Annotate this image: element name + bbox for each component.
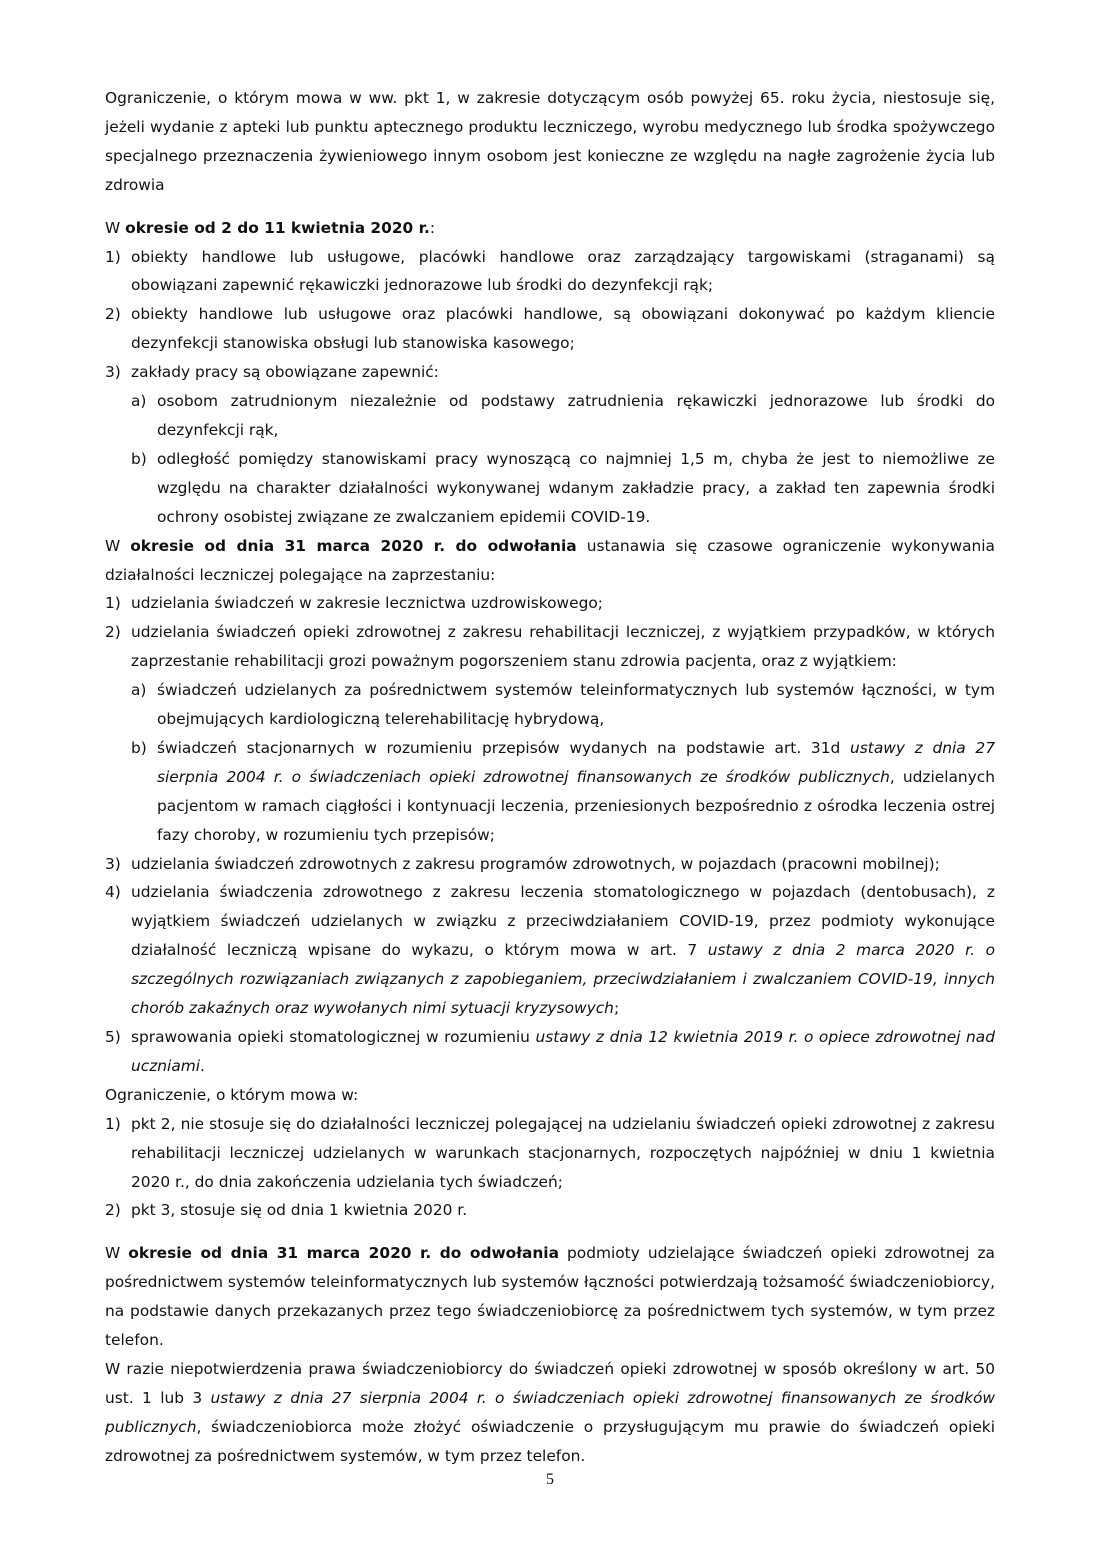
act-title-italic: ustawy z dnia 27 sierpnia 2004 r. o świadczeniach opieki zdrowotnej finansowanych ze środków publicznych bbox=[157, 738, 995, 786]
page-number: 5 bbox=[546, 1471, 554, 1488]
lead-prefix: W bbox=[105, 536, 131, 555]
act-title-italic: ustawy z dnia 12 kwietnia 2019 r. o opiece zdrowotnej nad uczniami bbox=[131, 1028, 995, 1075]
period-bold: okresie od dnia 31 marca 2020 r. do odwołania bbox=[130, 536, 577, 555]
list-text: osobom zatrudnionym niezależnie od podstawy zatrudnienia rękawiczki jednorazowe lub środki do dezynfekcji rąk, bbox=[157, 392, 995, 439]
list-item bbox=[105, 243, 995, 301]
list-text bbox=[157, 734, 995, 850]
paragraph-age-restriction: Ograniczenie, o którym mowa w ww. pkt 1, w zakresie dotyczącym osób powyżej 65. roku życia, niestosuje się, jeżeli wydanie z apteki lub punktu aptecznego produktu leczniczego, wyrobu medycznego lub środka spożywczego specjalnego przeznaczenia żywieniowego innym osobom jest konieczne ze względu na nagłe zagrożenie życia lub zdrowia bbox=[105, 89, 995, 194]
list-letter: a) bbox=[131, 392, 147, 411]
list-text: udzielania świadczeń w zakresie lecznictwa uzdrowiskowego; bbox=[131, 594, 603, 613]
list-number: 2) bbox=[105, 1201, 121, 1220]
list-item bbox=[105, 300, 995, 358]
list-item bbox=[105, 618, 995, 676]
lead-prefix: W bbox=[105, 1244, 129, 1263]
list-text: obiekty handlowe lub usługowe oraz placówki handlowe, są obowiązani dokonywać po każdym kliencie dezynfekcji stanowiska obsługi lub stanowiska kasowego; bbox=[131, 305, 995, 353]
text-run: , świadczeniobiorca może złożyć oświadczenie o przysługującym mu prawie do świadczeń opieki zdrowotnej za pośrednictwem systemów, w tym przez telefon. bbox=[105, 1417, 995, 1465]
lead-suffix: : bbox=[429, 218, 436, 237]
list-number: 3) bbox=[105, 854, 121, 873]
period-bold: okresie od dnia 31 marca 2020 r. do odwołania bbox=[128, 1244, 559, 1263]
list-text: pkt 2, nie stosuje się do działalności leczniczej polegającej na udzielaniu świadczeń opieki zdrowotnej z zakresu rehabilitacji leczniczej udzielanych w warunkach stacjonarnych, rozpoczętych najpóźniej w dniu 1 kwietnia 2020 r., do dnia zakończenia udzielania tych świadczeń; bbox=[131, 1114, 995, 1191]
section-lead bbox=[105, 532, 995, 590]
sub-list-item bbox=[105, 734, 995, 850]
limitation-lead: Ograniczenie, o którym mowa w: bbox=[105, 1085, 359, 1104]
list-letter: b) bbox=[131, 449, 147, 468]
list-number: 2) bbox=[105, 623, 121, 642]
text-run: ; bbox=[613, 999, 620, 1018]
list-number: 1) bbox=[105, 1114, 121, 1133]
list-text: zakłady pracy są obowiązane zapewnić: bbox=[131, 363, 439, 382]
text-run: sprawowania opieki stomatologicznej w rozumieniu bbox=[131, 1028, 536, 1046]
list-item bbox=[105, 589, 995, 618]
list-number: 4) bbox=[105, 883, 121, 902]
list-number: 5) bbox=[105, 1028, 121, 1046]
lead-prefix: W bbox=[105, 218, 126, 237]
list-letter: a) bbox=[131, 681, 147, 700]
list-item bbox=[105, 850, 995, 879]
document-page bbox=[105, 84, 995, 1471]
sub-list-item bbox=[105, 676, 995, 734]
list-item bbox=[105, 1023, 995, 1081]
list-text bbox=[131, 1023, 995, 1081]
list-number: 1) bbox=[105, 247, 121, 266]
list-text: udzielania świadczeń zdrowotnych z zakresu programów zdrowotnych, w pojazdach (pracowni mobilnej); bbox=[131, 854, 940, 873]
list-number: 3) bbox=[105, 363, 121, 382]
list-item bbox=[105, 358, 995, 387]
text-run: udzielania świadczenia zdrowotnego z zakresu leczenia stomatologicznego w pojazdach (dentobusach), z wyjątkiem świadczeń udzielanych w związku z przeciwdziałaniem COVID-19, przez podmioty wykonujące działalność leczniczą wpisane do wykazu, o którym mowa w art. 7 bbox=[131, 883, 995, 960]
section-medical-activity-restriction bbox=[105, 532, 995, 1226]
lead-suffix: ustanawia się czasowe ograniczenie wykonywania działalności leczniczej polegające na zaprzestaniu: bbox=[105, 536, 995, 584]
section-identity-confirmation bbox=[105, 1239, 995, 1470]
list-text: udzielania świadczeń opieki zdrowotnej z zakresu rehabilitacji leczniczej, z wyjątkiem przypadków, w których zaprzestanie rehabilitacji grozi poważnym pogorszeniem stanu zdrowia pacjenta, oraz z wyjątkiem: bbox=[131, 623, 995, 671]
list-item bbox=[105, 1110, 995, 1197]
list-number: 2) bbox=[105, 305, 121, 324]
lead-suffix: podmioty udzielające świadczeń opieki zdrowotnej za pośrednictwem systemów teleinformatycznych lub systemów łączności potwierdzają tożsamość świadczeniobiorcy, na podstawie danych przekazanych przez tego świadczeniobiorcę za pośrednictwem tych systemów, w tym przez telefon. bbox=[105, 1244, 995, 1350]
act-title-italic: ustawy z dnia 27 sierpnia 2004 r. o świadczeniach opieki zdrowotnej finansowanych ze środków publicznych bbox=[105, 1388, 995, 1436]
text-run: świadczeń stacjonarnych w rozumieniu przepisów wydanych na podstawie art. 31d bbox=[157, 738, 851, 757]
text-run: . bbox=[200, 1056, 205, 1075]
list-text: obiekty handlowe lub usługowe, placówki handlowe oraz zarządzający targowiskami (straganami) są obowiązani zapewnić rękawiczki jednorazowe lub środki do dezynfekcji rąk; bbox=[131, 247, 995, 295]
section-april-obligations bbox=[105, 214, 995, 532]
act-title-italic: ustawy z dnia 2 marca 2020 r. o szczególnych rozwiązaniach związanych z zapobieganiem, przeciwdziałaniem i zwalczaniem COVID-19, innych chorób zakaźnych oraz wywołanych nimi sytuacji kryzysowych bbox=[131, 941, 995, 1018]
list-item bbox=[105, 878, 995, 1023]
text-run: , udzielanych pacjentom w ramach ciągłości i kontynuacji leczenia, przeniesionych bezpośrednio z ośrodka leczenia ostrej fazy choroby, w rozumieniu tych przepisów; bbox=[157, 767, 995, 844]
list-text: świadczeń udzielanych za pośrednictwem systemów teleinformatycznych lub systemów łączności, w tym obejmujących kardiologiczną telerehabilitację hybrydową, bbox=[157, 681, 995, 729]
paragraph-declaration bbox=[105, 1355, 995, 1471]
list-number: 1) bbox=[105, 594, 121, 613]
list-item bbox=[105, 1196, 995, 1225]
list-text bbox=[131, 878, 995, 1023]
list-letter: b) bbox=[131, 738, 147, 757]
section-lead bbox=[105, 1239, 995, 1355]
section-lead bbox=[105, 214, 995, 243]
text-run: W razie niepotwierdzenia prawa świadczeniobiorcy do świadczeń opieki zdrowotnej w sposób określony w art. 50 ust. 1 lub 3 bbox=[105, 1359, 995, 1407]
list-text: odległość pomiędzy stanowiskami pracy wynoszącą co najmniej 1,5 m, chyba że jest to niemożliwe ze względu na charakter działalności wykonywanej wdanym zakładzie pracy, a zakład ten zapewnia środki ochrony osobistej związane ze zwalczaniem epidemii COVID-19. bbox=[157, 449, 995, 526]
sub-list-item bbox=[105, 387, 995, 445]
period-bold: okresie od 2 do 11 kwietnia 2020 r. bbox=[125, 218, 430, 237]
sub-list-item bbox=[105, 445, 995, 532]
list-text: pkt 3, stosuje się od dnia 1 kwietnia 2020 r. bbox=[131, 1201, 468, 1220]
